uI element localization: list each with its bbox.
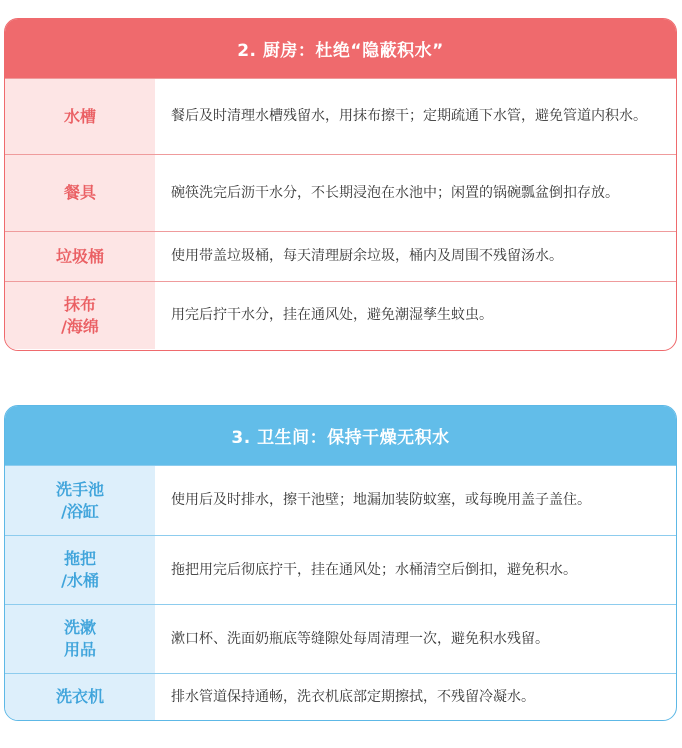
- row-description: 漱口杯、洗面奶瓶底等缝隙处每周清理一次，避免积水残留。: [171, 630, 549, 647]
- row-description: 餐后及时清理水槽残留水，用抹布擦干；定期疏通下水管，避免管道内积水。: [171, 108, 647, 124]
- bathroom-title: 3. 卫生间：保持干燥无积水: [5, 406, 676, 465]
- kitchen-card: [4, 18, 677, 351]
- table-row: [5, 231, 676, 281]
- row-label: 水槽: [5, 79, 155, 154]
- table-row: [5, 673, 676, 720]
- row-label: 餐具: [5, 155, 155, 231]
- table-row: [5, 604, 676, 673]
- table-row: [5, 78, 676, 154]
- row-description: 使用带盖垃圾桶，每天清理厨余垃圾，桶内及周围不残留汤水。: [171, 248, 563, 264]
- row-label: 拖把 /水桶: [5, 536, 155, 604]
- row-label: 洗漱 用品: [5, 605, 155, 673]
- kitchen-title: 2. 厨房：杜绝“隐蔽积水”: [5, 19, 676, 78]
- row-description: 拖把用完后彻底拧干，挂在通风处；水桶清空后倒扣，避免积水。: [171, 561, 577, 578]
- row-description: 用完后拧干水分，挂在通风处，避免潮湿孳生蚊虫。: [171, 307, 493, 323]
- row-label: 洗衣机: [5, 674, 155, 720]
- row-description: 使用后及时排水，擦干池壁；地漏加装防蚊塞，或每晚用盖子盖住。: [171, 492, 591, 508]
- row-label: 抹布 /海绵: [5, 282, 155, 349]
- table-row: [5, 281, 676, 349]
- row-label: 洗手池 /浴缸: [5, 466, 155, 535]
- row-label: 垃圾桶: [5, 232, 155, 281]
- table-row: [5, 465, 676, 535]
- row-description: 排水管道保持通畅，洗衣机底部定期擦拭，不残留冷凝水。: [171, 688, 535, 705]
- table-row: [5, 154, 676, 231]
- table-row: [5, 535, 676, 604]
- row-description: 碗筷洗完后沥干水分，不长期浸泡在水池中；闲置的锅碗瓢盆倒扣存放。: [171, 184, 619, 201]
- bathroom-card: [4, 405, 677, 721]
